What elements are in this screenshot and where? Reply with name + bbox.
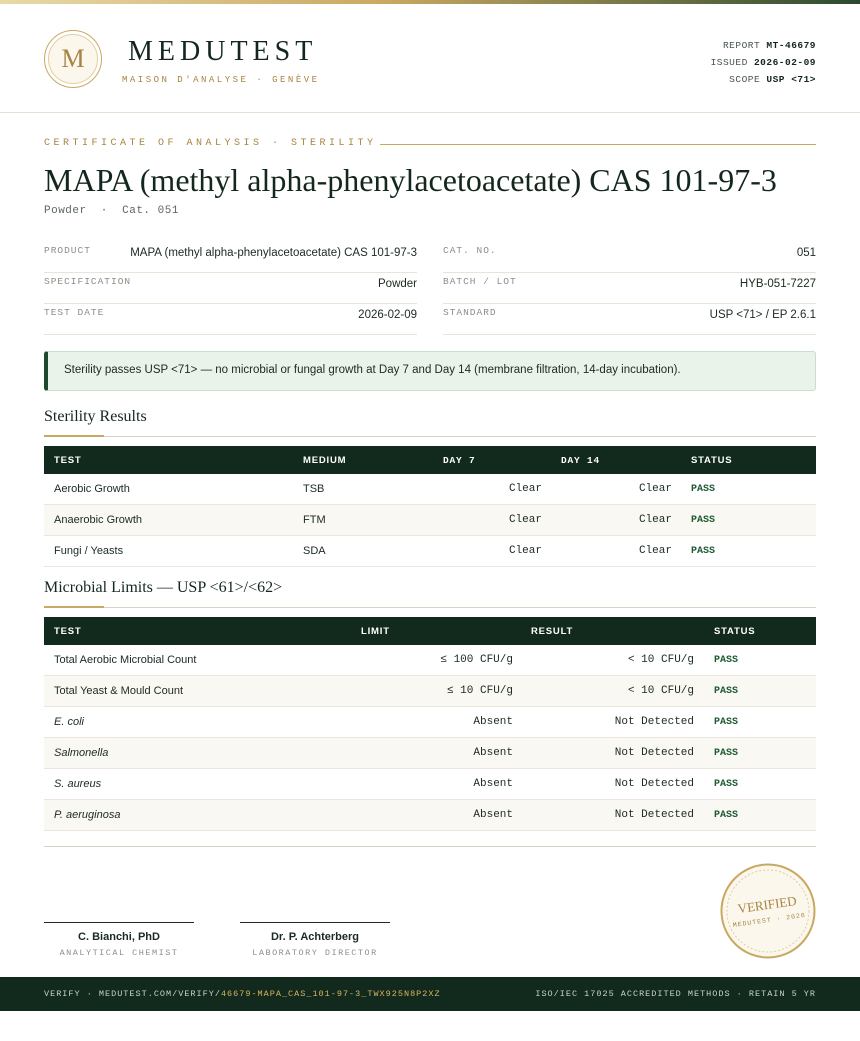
verified-seal-icon (720, 863, 816, 959)
sterility-section-title: Sterility Results (44, 408, 147, 425)
page-subtitle: Powder · Cat. 051 (44, 205, 179, 217)
section-divider (44, 436, 816, 437)
detail-batch: BATCH / LOT HYB-051-7227 (443, 272, 816, 304)
signature-chemist (44, 922, 194, 958)
table-row: Fungi / Yeasts SDA Clear Clear PASS (44, 536, 816, 567)
col-status: STATUS (714, 626, 756, 637)
col-status: STATUS (691, 455, 733, 466)
scope: SCOPE USP <71> (729, 74, 816, 85)
detail-standard: STANDARD USP <71> / EP 2.6.1 (443, 303, 816, 335)
logo (44, 30, 102, 88)
col-limit: LIMIT (361, 626, 390, 637)
status-badge: PASS (714, 686, 739, 697)
col-test: TEST (54, 626, 82, 637)
report-meta (711, 37, 816, 88)
table-row: Aerobic Growth TSB Clear Clear PASS (44, 474, 816, 505)
detail-test-date: TEST DATE 2026-02-09 (44, 303, 417, 335)
col-result: RESULT (531, 626, 574, 637)
col-medium: MEDIUM (303, 455, 347, 466)
verify-code: 46679-MAPA_CAS_101-97-3_TWX925N8P2XZ (220, 989, 441, 999)
status-badge: PASS (714, 748, 739, 759)
header (0, 4, 860, 113)
status-badge: PASS (691, 515, 716, 526)
issued-date: ISSUED 2026-02-09 (710, 57, 816, 68)
table-row: S. aureus Absent Not Detected PASS (44, 769, 816, 800)
verify-link[interactable]: VERIFY · MEDUTEST.COM/VERIFY/46679-MAPA_CAS_101-97-3_TWX925N8P2XZ (44, 989, 441, 999)
section-divider (44, 607, 816, 608)
table-row: Salmonella Absent Not Detected PASS (44, 738, 816, 769)
col-test: TEST (54, 455, 82, 466)
signature-divider (44, 846, 816, 847)
signatory-name: Dr. P. Achterberg (270, 931, 360, 943)
seal-text: VERIFIED (736, 893, 798, 917)
signatory-role: LABORATORY DIRECTOR (252, 948, 378, 958)
table-row: Anaerobic Growth FTM Clear Clear PASS (44, 505, 816, 536)
seal-subtext: MEDUTEST · 2026 (732, 911, 807, 929)
status-badge: PASS (691, 484, 716, 495)
footer (0, 977, 860, 1011)
microbial-section-title: Microbial Limits — USP <61>/<62> (44, 579, 283, 596)
table-header (44, 617, 816, 645)
detail-specification: SPECIFICATION Powder (44, 272, 417, 304)
signatory-role: ANALYTICAL CHEMIST (59, 948, 179, 958)
page-title: MAPA (methyl alpha-phenylacetoacetate) CAS 101-97-3 (44, 162, 777, 198)
microbial-table (44, 617, 816, 831)
table-header (44, 446, 816, 474)
signature-director (240, 922, 390, 958)
brand-name: MEDUTEST (128, 36, 318, 67)
logo-letter: M (48, 34, 98, 84)
table-row: E. coli Absent Not Detected PASS (44, 707, 816, 738)
section-accent (44, 435, 104, 437)
sterility-table (44, 446, 816, 567)
detail-cat-no: CAT. NO. 051 (443, 241, 816, 273)
status-badge: PASS (714, 717, 739, 728)
brand-tagline: MAISON D'ANALYSE · GENÈVE (122, 75, 320, 85)
result-summary-note: Sterility passes USP <71> — no microbial or fungal growth at Day 7 and Day 14 (membrane filtration, 14-day incubation). (44, 351, 816, 391)
signatory-name: C. Bianchi, PhD (78, 931, 160, 943)
document-kicker: CERTIFICATE OF ANALYSIS · STERILITY (44, 138, 377, 149)
status-badge: PASS (714, 779, 739, 790)
table-row: P. aeruginosa Absent Not Detected PASS (44, 800, 816, 831)
report-number: REPORT MT-46679 (722, 40, 816, 51)
status-badge: PASS (714, 655, 739, 666)
accreditation-note: ISO/IEC 17025 ACCREDITED METHODS · RETAIN 5 YR (535, 989, 816, 999)
kicker-divider (380, 144, 816, 145)
col-day7: DAY 7 (443, 455, 476, 466)
table-row: Total Yeast & Mould Count ≤ 10 CFU/g < 10 CFU/g PASS (44, 676, 816, 707)
detail-product: PRODUCT MAPA (methyl alpha-phenylacetoacetate) CAS 101-97-3 (44, 241, 417, 273)
status-badge: PASS (691, 546, 716, 557)
table-row: Total Aerobic Microbial Count ≤ 100 CFU/g < 10 CFU/g PASS (44, 645, 816, 676)
section-accent (44, 606, 104, 608)
status-badge: PASS (714, 810, 739, 821)
col-day14: DAY 14 (561, 455, 601, 466)
